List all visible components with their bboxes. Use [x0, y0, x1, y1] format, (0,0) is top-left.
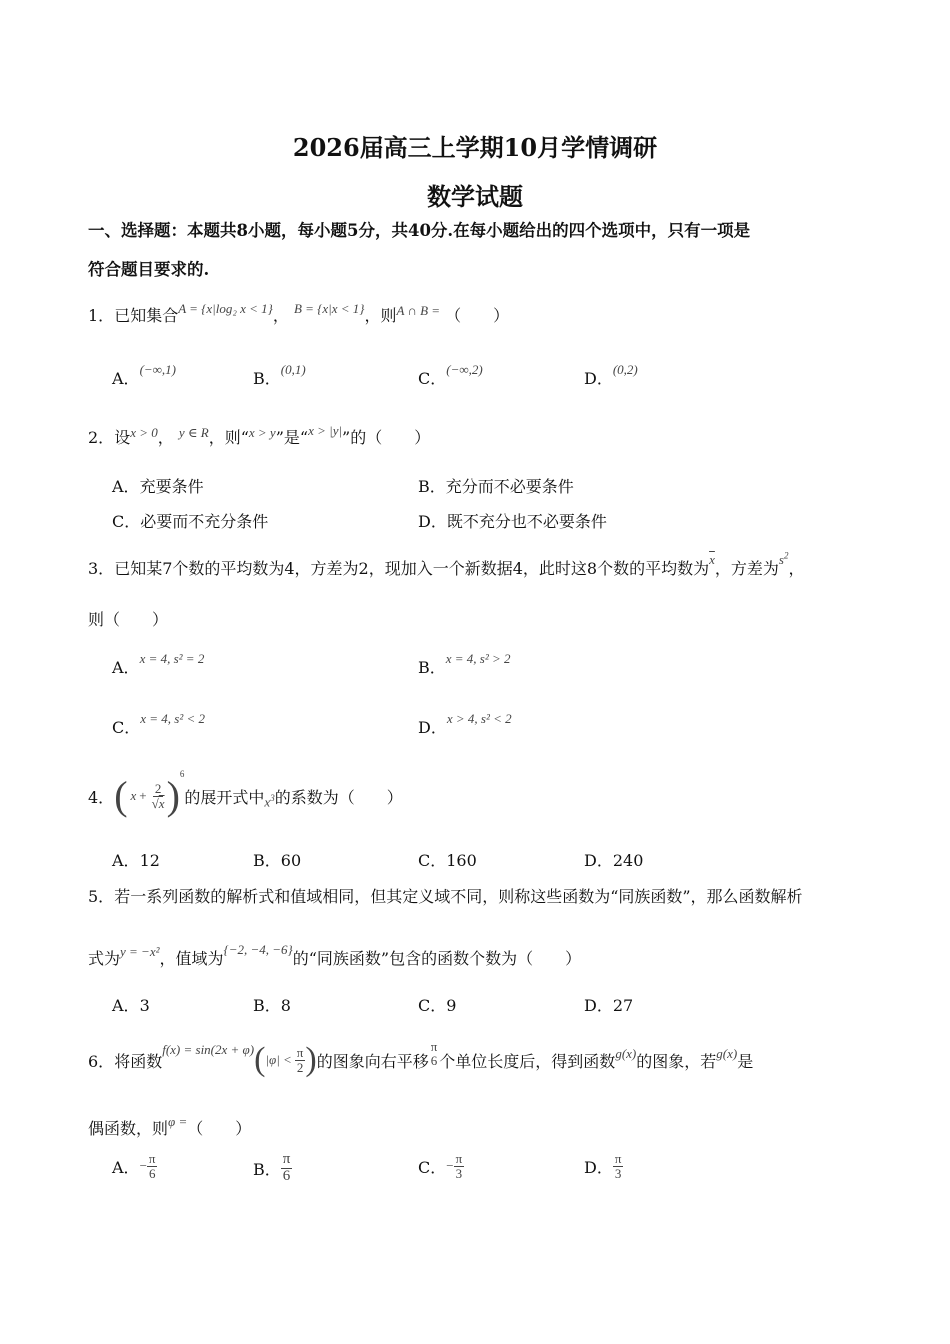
- question-number: 5．: [88, 887, 115, 906]
- option-b[interactable]: [253, 993, 291, 1016]
- option-letter: A．: [112, 1157, 140, 1177]
- question-6-line2: [88, 1116, 251, 1139]
- phi-condition: [254, 1043, 317, 1077]
- question-text: 已知集合: [114, 306, 179, 325]
- option-letter: A．: [112, 996, 140, 1015]
- option-letter: B．: [253, 851, 281, 870]
- option-letter: D．: [418, 718, 447, 737]
- question-text: 若一系列函数的解析式和值域相同，但其定义域不同，则称这些函数为“同族函数”，那么函数解析: [114, 887, 803, 906]
- page-title: 2026届高三上学期10月学情调研: [292, 133, 658, 162]
- math-paren: (: [114, 773, 128, 818]
- math-fraction: [295, 1046, 306, 1074]
- question-text: 设: [114, 428, 131, 447]
- option-letter: D．: [418, 512, 447, 531]
- question-number: 2．: [88, 428, 115, 447]
- math-expr: f(x) = sin(2x + φ): [162, 1042, 255, 1057]
- option-letter: A．: [112, 369, 140, 388]
- option-value: 既不充分也不必要条件: [446, 512, 607, 531]
- math-symbol: |φ| <: [265, 1052, 292, 1067]
- math-expr: φ =: [168, 1114, 188, 1129]
- question-text: ”的（ ）: [342, 428, 431, 447]
- option-value: 8: [280, 996, 291, 1015]
- question-text: 的图象，若: [636, 1051, 717, 1071]
- section-heading-line2: 符合题目要求的.: [88, 260, 210, 279]
- option-value: x = 4, s² = 2: [139, 651, 205, 666]
- fraction-numerator: π: [296, 1044, 304, 1060]
- math-expr: x > y: [248, 425, 276, 440]
- option-b[interactable]: [253, 1152, 292, 1185]
- fraction-denominator: 6: [148, 1165, 156, 1181]
- question-text: ，值域为: [159, 949, 224, 968]
- math-exponent: 6: [179, 769, 185, 779]
- option-letter: C．: [418, 851, 447, 870]
- math-expr: x > |y|: [308, 423, 343, 438]
- question-number: 1．: [88, 306, 115, 325]
- math-expr: y ∈ R: [178, 425, 209, 440]
- option-c[interactable]: [418, 362, 483, 389]
- option-value: 60: [280, 851, 302, 870]
- question-3-line2: 则（ ）: [88, 610, 169, 629]
- fraction-denominator: 6: [282, 1167, 291, 1184]
- math-symbol: x: [130, 788, 137, 803]
- fraction-denominator: 3: [455, 1165, 463, 1181]
- math-paren: ): [305, 1041, 317, 1078]
- question-6: [88, 1032, 753, 1088]
- fraction-numerator: 2: [154, 780, 162, 796]
- option-a[interactable]: [112, 993, 150, 1016]
- math-expr: x > 0: [130, 425, 158, 440]
- answer-blank: （ ）: [187, 1119, 252, 1138]
- option-letter: A．: [112, 851, 140, 870]
- fraction-numerator: π: [148, 1151, 156, 1166]
- option-value: 3: [139, 996, 150, 1015]
- option-c[interactable]: [112, 711, 206, 738]
- option-b[interactable]: [418, 474, 574, 497]
- fraction-denominator: 6: [430, 1053, 438, 1068]
- fraction-denominator: √x: [151, 795, 165, 811]
- option-value: 240: [612, 851, 644, 870]
- option-letter: C．: [418, 1157, 447, 1177]
- math-paren: ): [166, 773, 180, 818]
- question-text: 将函数: [114, 1051, 163, 1071]
- question-number: 4．: [88, 787, 115, 807]
- option-value: (−∞,2): [446, 362, 483, 377]
- fraction-denominator: 3: [614, 1165, 622, 1181]
- option-b[interactable]: [418, 651, 511, 678]
- question-5: [88, 884, 803, 907]
- option-letter: D．: [584, 369, 613, 388]
- page-subtitle: 数学试题: [427, 182, 523, 211]
- option-value: (−∞,1): [139, 362, 177, 377]
- question-text: 个单位长度后，得到函数: [439, 1051, 616, 1071]
- binomial-expression: [114, 769, 185, 818]
- question-2: [88, 425, 430, 448]
- option-letter: D．: [584, 851, 613, 870]
- question-text: ，方差为: [714, 559, 779, 578]
- math-symbol: −: [446, 1158, 454, 1174]
- math-expr: g(x): [615, 1046, 637, 1061]
- option-d[interactable]: [584, 1152, 623, 1180]
- option-value: 12: [139, 851, 160, 870]
- math-symbol: s: [778, 552, 784, 567]
- fraction-numerator: π: [282, 1151, 291, 1167]
- math-expr: x: [709, 552, 715, 567]
- option-value: x = 4, s² > 2: [445, 651, 511, 666]
- math-expr-s2: [779, 552, 789, 567]
- section-heading-line1: 一、选择题：本题共8小题，每小题5分，共40分.在每小题给出的四个选项中，只有一项是: [88, 221, 751, 240]
- option-a[interactable]: [112, 362, 177, 389]
- question-4: [88, 766, 403, 826]
- math-expr: $x^3$: [264, 793, 275, 810]
- option-b[interactable]: [253, 362, 306, 389]
- question-text: 的展开式中: [184, 787, 265, 807]
- math-expr: A = {x|log₂ x < 1}: [178, 301, 273, 316]
- question-number: 3．: [88, 559, 115, 578]
- option-a[interactable]: [112, 848, 160, 871]
- question-text: 偶函数，则: [88, 1119, 169, 1138]
- option-a[interactable]: [112, 651, 205, 678]
- question-text: 已知某7个数的平均数为4，方差为2，现加入一个新数据4，此时这8个数的平均数为: [114, 559, 710, 578]
- option-d[interactable]: [584, 362, 638, 389]
- option-value: 27: [612, 996, 634, 1015]
- math-exponent: 2: [783, 550, 789, 561]
- option-letter: A．: [112, 658, 140, 677]
- math-symbol: +: [139, 788, 147, 803]
- option-c[interactable]: [112, 509, 268, 532]
- option-value: x > 4, s² < 2: [446, 711, 512, 726]
- option-letter: A．: [112, 477, 140, 496]
- fraction-numerator: π: [430, 1039, 438, 1055]
- fraction-numerator: π: [455, 1151, 463, 1166]
- option-value: (0,1): [280, 362, 306, 377]
- math-paren: (: [254, 1041, 266, 1078]
- option-letter: B．: [253, 369, 281, 388]
- option-value: 充要条件: [139, 477, 204, 496]
- option-letter: D．: [584, 996, 613, 1015]
- question-text: ，则: [364, 306, 397, 325]
- math-expr: A ∩ B =: [396, 303, 441, 318]
- math-fraction: [613, 1152, 624, 1180]
- math-expr: {−2, −4, −6}: [223, 942, 293, 957]
- fraction-denominator: 2: [296, 1059, 304, 1075]
- option-letter: B．: [418, 658, 446, 677]
- math-fraction: [429, 1040, 440, 1067]
- math-fraction: [281, 1152, 293, 1185]
- option-value: 必要而不充分条件: [140, 512, 269, 531]
- question-5-line2: [88, 942, 582, 969]
- option-letter: C．: [112, 718, 141, 737]
- question-text: 是: [737, 1051, 754, 1071]
- math-symbol: −: [139, 1158, 147, 1174]
- question-3: [88, 550, 805, 579]
- option-c[interactable]: [418, 848, 477, 871]
- option-a[interactable]: [112, 474, 204, 497]
- question-text: 的“同族函数”包含的函数个数为（ ）: [292, 949, 582, 968]
- option-value: 充分而不必要条件: [445, 477, 574, 496]
- math-expr: y = −x²: [120, 944, 160, 959]
- option-c[interactable]: [418, 1152, 464, 1180]
- option-b[interactable]: [253, 848, 301, 871]
- question-1: [88, 303, 509, 326]
- option-d[interactable]: [418, 509, 607, 532]
- fraction-numerator: π: [614, 1151, 622, 1166]
- option-value: x = 4, s² < 2: [140, 711, 206, 726]
- option-d[interactable]: [584, 848, 643, 871]
- question-text: 的系数为（ ）: [274, 787, 403, 807]
- option-letter: C．: [418, 369, 447, 388]
- option-letter: B．: [418, 477, 446, 496]
- option-c[interactable]: [418, 993, 456, 1016]
- math-fraction: [150, 782, 167, 810]
- option-letter: B．: [253, 996, 281, 1015]
- option-letter: C．: [112, 512, 141, 531]
- option-value: 160: [446, 851, 477, 870]
- math-fraction: [147, 1152, 158, 1180]
- option-letter: C．: [418, 996, 447, 1015]
- option-d[interactable]: [584, 993, 633, 1016]
- option-letter: D．: [584, 1157, 613, 1177]
- option-a[interactable]: [112, 1152, 157, 1180]
- math-expr: g(x): [716, 1046, 738, 1061]
- question-number: 6．: [88, 1051, 115, 1071]
- question-text: 式为: [88, 949, 121, 968]
- option-d[interactable]: [418, 711, 512, 738]
- option-letter: B．: [253, 1159, 281, 1179]
- answer-blank: （ ）: [445, 306, 510, 325]
- question-text: ，: [272, 306, 289, 325]
- math-expr: B = {x|x < 1}: [293, 301, 365, 316]
- question-text: ，: [788, 559, 805, 578]
- question-text: 的图象向右平移: [316, 1051, 429, 1071]
- question-text: ，则“: [208, 428, 249, 447]
- math-fraction: [454, 1152, 465, 1180]
- option-value: (0,2): [612, 362, 638, 377]
- question-text: ”是“: [275, 428, 309, 447]
- option-value: 9: [446, 996, 457, 1015]
- question-text: ，: [157, 428, 174, 447]
